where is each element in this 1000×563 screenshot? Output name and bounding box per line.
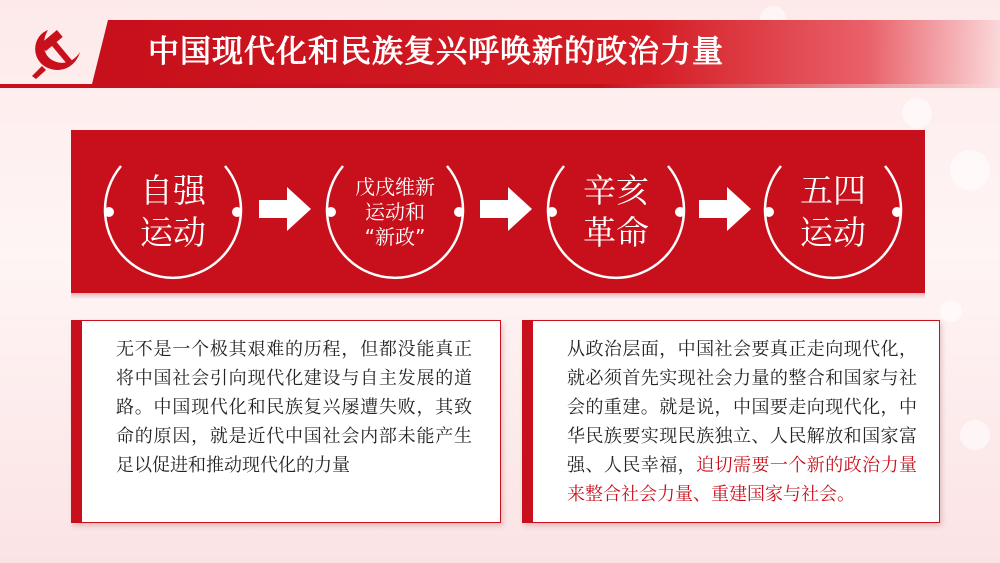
bokeh-decoration — [902, 98, 932, 128]
stage-label: 五四 运动 — [800, 171, 866, 252]
left-text-box — [71, 320, 501, 523]
stage-xinhai-revolution — [544, 140, 688, 284]
right-text-box — [522, 320, 940, 523]
stage-label: 自强 运动 — [140, 171, 206, 252]
right-arrow-icon — [480, 187, 532, 231]
right-paragraph-highlight: 迫切需要一个新的政治力量来整合社会力量、重建国家与社会。 — [567, 455, 918, 505]
stage-label: 戊戌维新 运动和 “新政” — [355, 174, 435, 249]
history-flow-panel — [71, 130, 925, 293]
accent-bar — [72, 321, 82, 522]
title-bar — [118, 20, 1000, 84]
stage-reform-movement — [323, 140, 467, 284]
right-paragraph — [567, 335, 917, 509]
stage-may-fourth — [761, 140, 905, 284]
left-paragraph: 无不是一个极其艰难的历程，但都没能真正将中国社会引向现代化建设与自主发展的道路。中国现代化和民族复兴屡遭失败，其致命的原因，就是近代中国社会内部未能产生足以促进和推动现代化的力量 — [116, 339, 472, 476]
bokeh-decoration — [940, 300, 962, 322]
hammer-sickle-icon — [18, 22, 96, 82]
title-underline — [0, 84, 1000, 88]
right-paragraph-normal: 从政治层面，中国社会要真正走向现代化，就必须首先实现社会力量的整合和国家与社会的重建。就是说，中国要走向现代化，中华民族要实现民族独立、人民解放和国家富强、人民幸福， — [567, 339, 917, 476]
accent-bar — [523, 321, 533, 522]
page-title: 中国现代化和民族复兴呼唤新的政治力量 — [148, 34, 724, 70]
right-arrow-icon — [699, 187, 751, 231]
stage-label: 辛亥 革命 — [583, 171, 649, 252]
bokeh-decoration — [960, 420, 990, 450]
stage-self-strengthening — [101, 140, 245, 284]
bokeh-decoration — [950, 150, 990, 190]
right-arrow-icon — [259, 187, 311, 231]
